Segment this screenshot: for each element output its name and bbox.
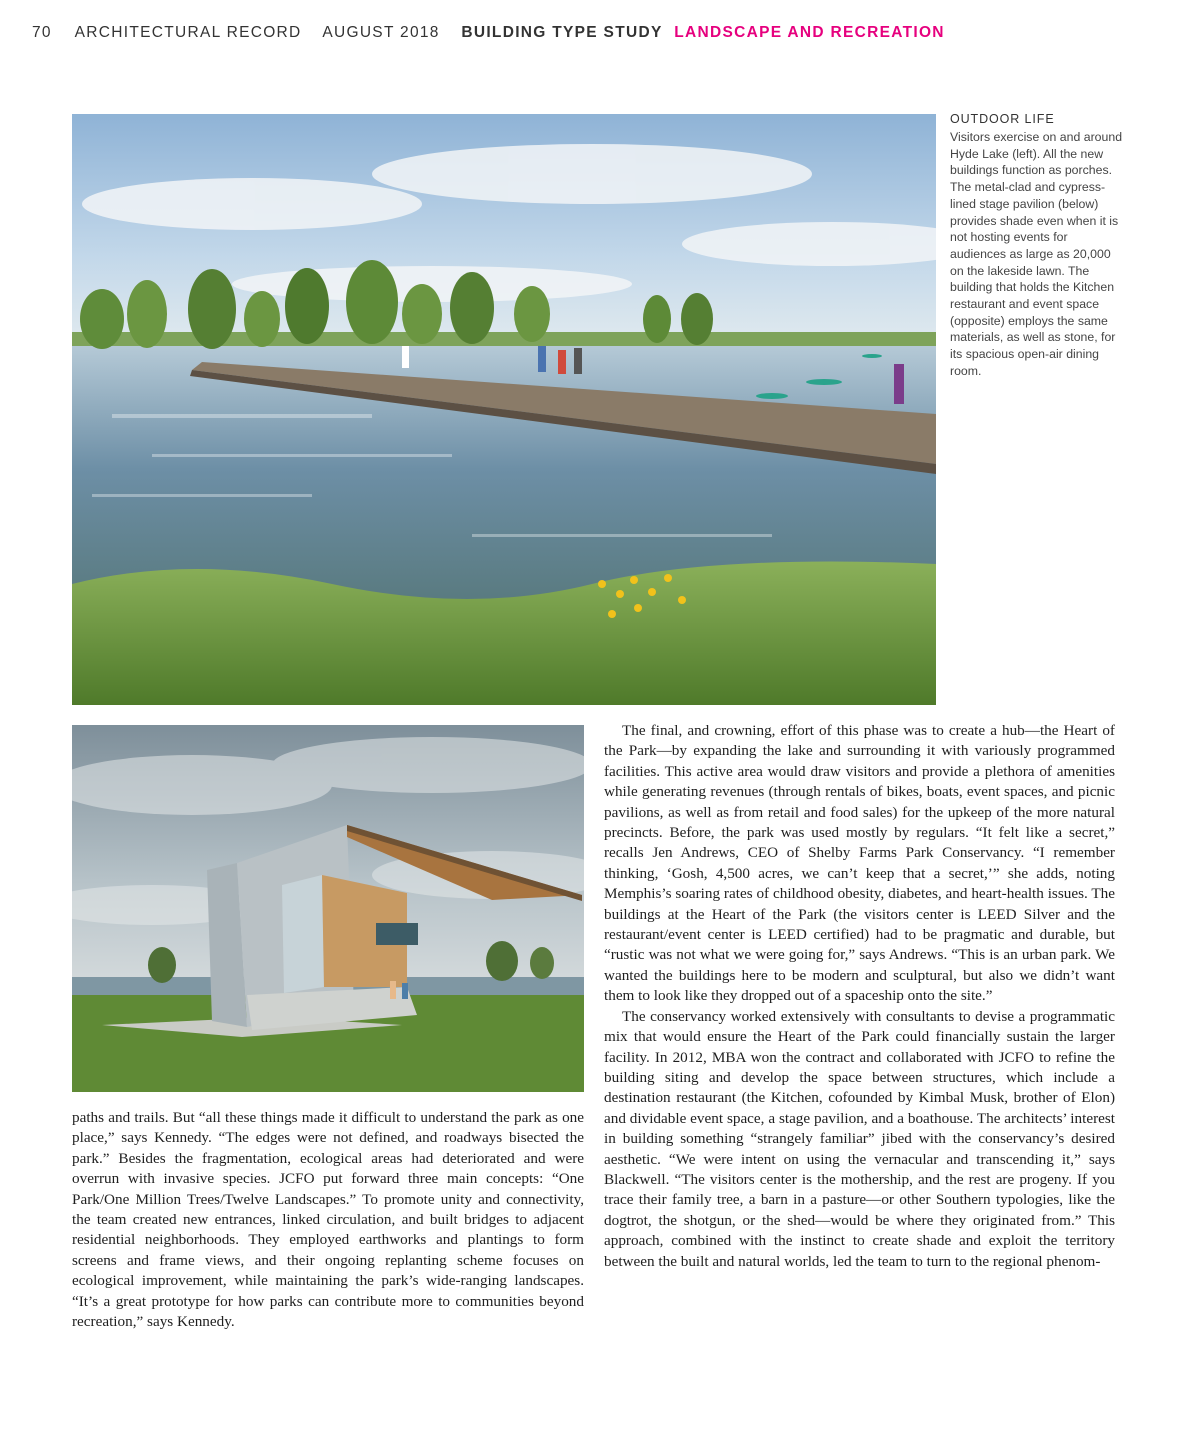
lake-photo-illustration [72,114,936,705]
caption-body: Visitors exercise on and around Hyde Lake (left). All the new buildings function as porches. The metal-clad and cypress-lined stage pavilion (below) provides shade even when it is not hosting events for audiences as large as 20,000 on the lakeside lawn. The building that holds the Kitchen restaurant and event space (opposite) employs the same materials, as well as stone, for its spacious open-air dining room. [950,130,1123,378]
lake-boardwalk-photo [72,114,936,705]
article-paragraph: paths and trails. But “all these things made it difficult to understand the park as one place,” says Kennedy. “The edges were not defined, and roadways bisected the park.” Besides the fragmentation, ecological areas had deteriorated and were overrun with invasive species. JCFO put forward three main concepts: “One Park/One Million Trees/Twelve Landscapes.” To promote unity and connectivity, the team created new entrances, linked circulation, and built bridges to adjacent residential neighborhoods. They employed earthworks and plantings to form screens and frame views, and their ongoing replanting scheme focuses on ecological improvement, while maintaining the park’s wide-ranging landscapes. “It’s a great prototype for how parks can contribute more to communities beyond recreation,” says Kennedy. [72,1109,584,1331]
topic-label: LANDSCAPE AND RECREATION [674,24,945,41]
issue-date: AUGUST 2018 [322,24,440,41]
photo-caption [950,111,1126,380]
article-column-left [72,1108,584,1332]
article-column-right [604,721,1115,1272]
screen [376,923,418,945]
running-header [32,24,1160,42]
opening-view [282,875,324,993]
caption-title: OUTDOOR LIFE [950,112,1055,126]
pavilion-photo-illustration [72,725,584,1092]
publication-name: ARCHITECTURAL RECORD [74,24,302,41]
article-paragraph: The conservancy worked extensively with consultants to devise a programmatic mix that would ensure the Heart of the Park could financially sustain the larger facility. In 2012, MBA won the contract and collaborated with JCFO to refine the building siting and develop the space between structures, which include a destination restaurant (the Kitchen, cofounded by Kimbal Musk, brother of Elon) and dividable event space, a stage pavilion, and a boathouse. The architects’ interest in building something “strangely familiar” jibed with the conservancy’s desired aesthetic. “We were intent on using the vernacular and transcending it,” says Blackwell. “The visitors center is the mothership, and the rest are progeny. If you trace their family tree, a barn in a pasture—or other Southern typologies, like the dogtrot, the shotgun, or the shed—would be where they originated from.” This approach, combined with the instinct to create shade and exploit the territory between the built and natural worlds, led the team to turn to the regional phenom- [604,1007,1115,1270]
seated-person [390,981,396,999]
page-number: 70 [32,24,52,41]
section-label: BUILDING TYPE STUDY [461,24,663,41]
article-paragraph: The final, and crowning, effort of this phase was to create a hub—the Heart of the Park—by expanding the lake and surrounding it with variously programmed facilities. This active area would draw visitors and provide a plethora of amenities while generating revenues (through rentals of bikes, boats, event spaces, and picnic pavilions, as well as from retail and food sales) for the upkeep of the more natural precincts. Before, the park was used mostly by regulars. “It felt like a secret,” recalls Jen Andrews, CEO of Shelby Farms Park Conservancy. “I remember thinking, ‘Gosh, 4,500 acres, we can’t keep that a secret,’” she adds, noting Memphis’s soaring rates of childhood obesity, diabetes, and heart-health issues. The buildings at the Heart of the Park (the visitors center is LEED Silver and the restaurant/event center is LEED certified) had to be pragmatic and durable, but “rustic was not what we were going for,” says Andrews. “This is an urban park. We wanted the buildings here to be modern and sculptural, but also we didn’t want them to look like they dropped out of a spaceship onto the site.” [604,722,1115,1005]
stage-pavilion-photo [72,725,584,1092]
